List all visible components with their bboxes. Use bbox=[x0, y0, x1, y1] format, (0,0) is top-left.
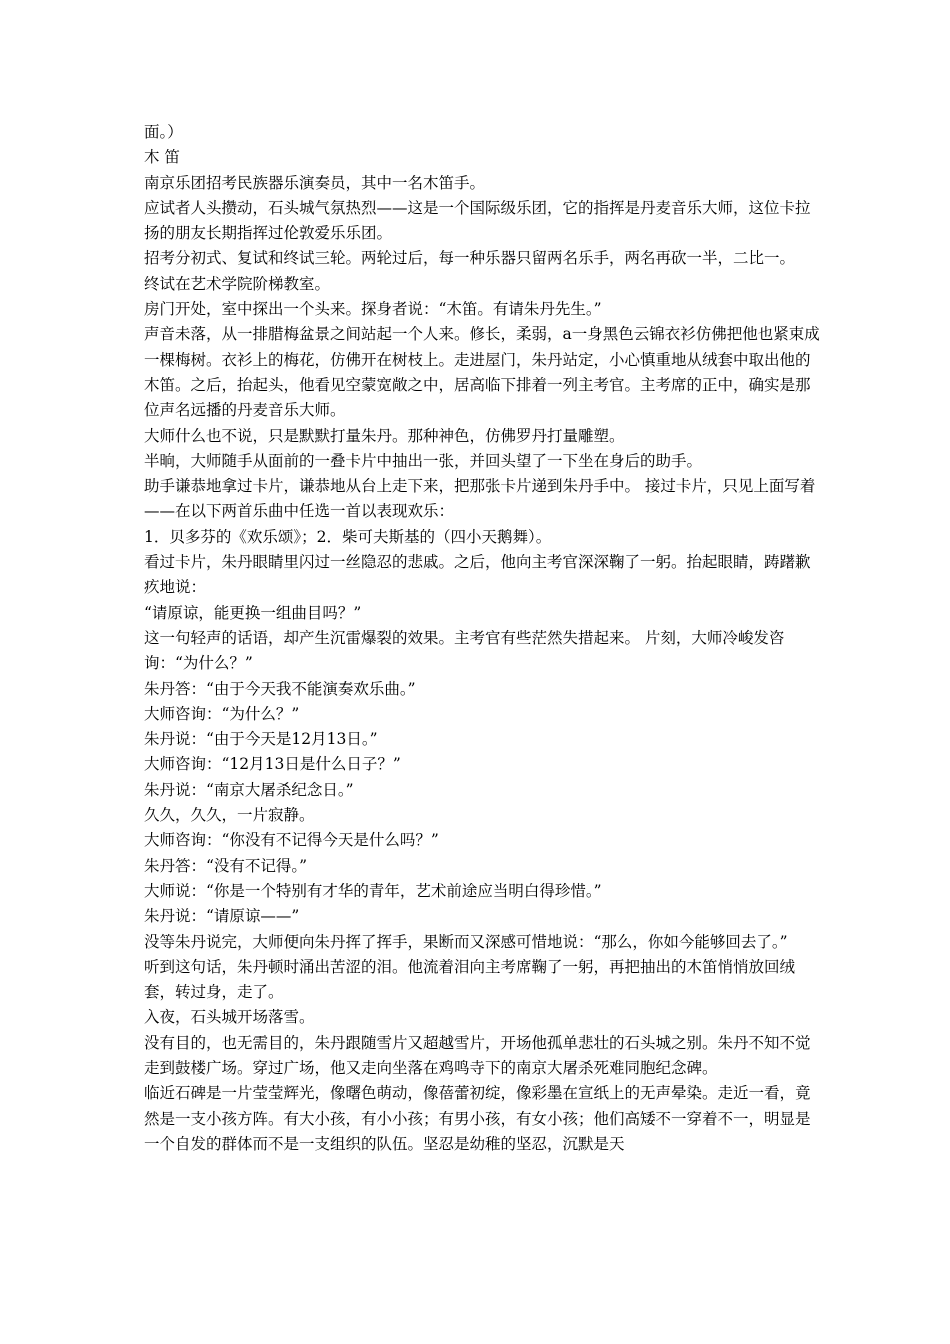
paragraph: 1．贝多芬的《欢乐颂》；2．柴可夫斯基的（四小天鹅舞）。 bbox=[144, 527, 552, 546]
paragraph: 这一句轻声的话语，却产生沉雷爆裂的效果。主考官有些茫然失措起来。 片刻，大师冷峻发咨询：“为什么？” bbox=[144, 628, 785, 673]
paragraph: 南京乐团招考民族器乐演奏员，其中一名木笛手。 bbox=[144, 173, 486, 192]
section-title: 木 笛 bbox=[144, 148, 180, 167]
paragraph: 大师咨询：“为什么？” bbox=[144, 704, 300, 723]
paragraph: 半晌，大师随手从面前的一叠卡片中抽出一张，并回头望了一下坐在身后的助手。 bbox=[144, 451, 703, 470]
paragraph: 面。） bbox=[144, 123, 183, 141]
paragraph: 久久，久久，一片寂静。 bbox=[144, 806, 315, 825]
paragraph: 朱丹答：“没有不记得。” bbox=[144, 856, 308, 875]
paragraph: 房门开处，室中探出一个头来。探身者说：“木笛。有请朱丹先生。” bbox=[144, 300, 602, 319]
paragraph: 听到这句话，朱丹顿时涌出苦涩的泪。他流着泪向主考席鞠了一躬，再把抽出的木笛悄悄放回绒套，转过身，走了。 bbox=[144, 957, 796, 1002]
paragraph: 招考分初式、复试和终试三轮。两轮过后，每一种乐器只留两名乐手，两名再砍一半，二比一。 bbox=[144, 249, 796, 268]
paragraph: 助手谦恭地拿过卡片，谦恭地从台上走下来，把那张卡片递到朱丹手中。 接过卡片，只见上面写着——在以下两首乐曲中任选一首以表现欢乐： bbox=[144, 477, 816, 521]
paragraph: “请原谅，能更换一组曲目吗？” bbox=[144, 603, 362, 622]
paragraph: 朱丹说：“南京大屠杀纪念日。” bbox=[144, 780, 354, 799]
paragraph: 应试者人头攒动，石头城气氛热烈——这是一个国际级乐团，它的指挥是丹麦音乐大师，这位卡拉扬的朋友长期指挥过伦敦爱乐乐团。 bbox=[144, 198, 811, 243]
paragraph: 朱丹答：“由于今天我不能演奏欢乐曲。” bbox=[144, 679, 416, 698]
paragraph: 看过卡片，朱丹眼睛里闪过一丝隐忍的悲戚。之后，他向主考官深深鞠了一躬。抬起眼睛，踌躇歉疚地说： bbox=[144, 553, 811, 597]
paragraph: 声音未落，从一排腊梅盆景之间站起一个人来。修长，柔弱，a一身黑色云锦衣衫仿佛把他也紧束成一棵梅树。衣衫上的梅花，仿佛开在树枝上。走进屋门，朱丹站定，小心慎重地从绒套中取出他的木笛。之后，抬起头，他看见空蒙宽敞之中，居高临下排着一列主考官。主考席的正中，确实是那位声名远播的丹麦音乐大师。 bbox=[144, 325, 820, 420]
paragraph: 大师咨询：“你没有不记得今天是什么吗？” bbox=[144, 831, 439, 850]
paragraph: 入夜，石头城开场落雪。 bbox=[144, 1008, 315, 1027]
paragraph: 没等朱丹说完，大师便向朱丹挥了挥手，果断而又深感可惜地说：“那么，你如今能够回去了。” bbox=[144, 932, 788, 951]
paragraph: 临近石碑是一片莹莹辉光，像曙色萌动，像蓓蕾初绽，像彩墨在宣纸上的无声晕染。走近一看，竟然是一支小孩方阵。有大小孩，有小小孩；有男小孩，有女小孩；他们高矮不一穿着不一，明显是一个自发的群体而不是一支组织的队伍。坚忍是幼稚的坚忍，沉默是天 bbox=[144, 1084, 811, 1153]
paragraph: 没有目的，也无需目的，朱丹跟随雪片又超越雪片，开场他孤单悲壮的石头城之别。朱丹不知不觉走到鼓楼广场。穿过广场，他又走向坐落在鸡鸣寺下的南京大屠杀死难同胞纪念碑。 bbox=[144, 1033, 811, 1077]
paragraph: 朱丹说：“由于今天是12月13日。” bbox=[144, 730, 378, 749]
paragraph: 朱丹说：“请原谅——” bbox=[144, 907, 300, 926]
paragraph: 终试在艺术学院阶梯教室。 bbox=[144, 274, 331, 293]
paragraph: 大师咨询：“12月13日是什么日子？” bbox=[144, 755, 401, 774]
paragraph: 大师说：“你是一个特别有才华的青年，艺术前途应当明白得珍惜。” bbox=[144, 881, 602, 900]
document-page bbox=[144, 120, 824, 1157]
paragraph: 大师什么也不说，只是默默打量朱丹。那种神色，仿佛罗丹打量雕塑。 bbox=[144, 426, 625, 445]
